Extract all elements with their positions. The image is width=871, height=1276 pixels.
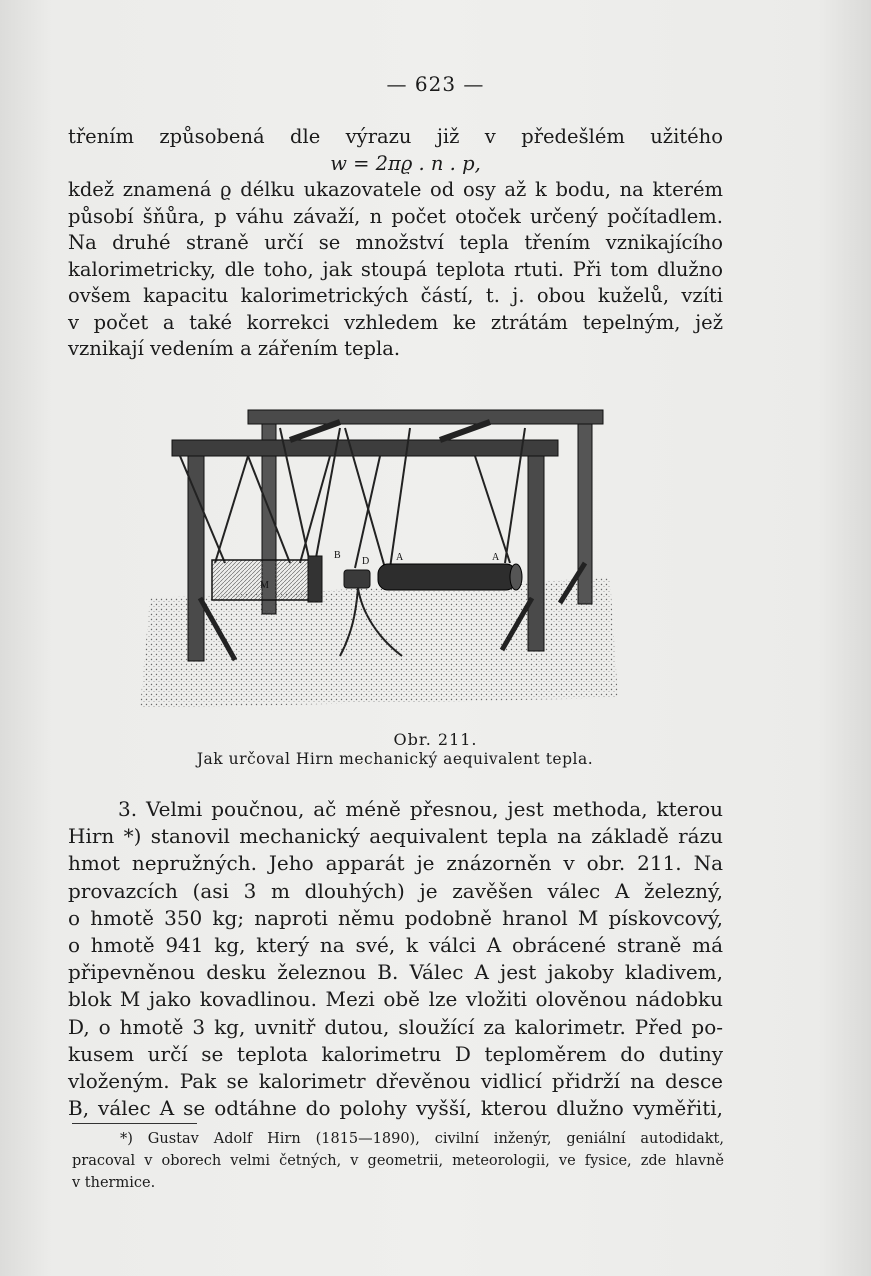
text-line: vloženým. Pak se kalorimetr dřevěnou vidlicí přidrží na desce — [68, 1069, 723, 1094]
figure-caption: Jak určoval Hirn mechanický aequivalent tepla. — [196, 750, 594, 768]
text-line: kalorimetricky, dle toho, jak stoupá teplota rtuti. Při tom dlužno — [68, 257, 723, 281]
footnote-line: pracoval v oborech velmi četných, v geometrii, meteorologii, ve fysice, zde hlavně — [72, 1153, 724, 1169]
iron-plate — [308, 556, 322, 602]
label-m: M — [260, 580, 269, 591]
formula: w = 2πϱ . n . p, — [330, 151, 481, 175]
text-line: ovšem kapacitu kalorimetrických částí, t. j. obou kuželů, vzíti — [68, 284, 723, 307]
text-line: připevněnou desku železnou B. Válec A jest jakoby kladivem, — [68, 960, 723, 985]
label-a: A — [492, 552, 500, 563]
paragraph-hirn-method — [68, 796, 723, 1122]
label-d: D — [362, 556, 370, 567]
text-line: o hmotě 350 kg; naproti němu podobně hranol M pískovcový, — [68, 905, 723, 930]
text-line: působí šňůra, p váhu závaží, n počet otoček určený počítadlem. — [68, 204, 723, 228]
text-line: B, válec A se odtáhne do polohy vyšší, kterou dlužno vyměřiti, — [68, 1096, 723, 1121]
footnote-line: v thermice. — [72, 1175, 156, 1191]
footnote — [72, 1128, 724, 1194]
front-beam — [172, 440, 558, 456]
footnote-line: *) Gustav Adolf Hirn (1815—1890), civilní inženýr, geniální autodidakt, — [120, 1131, 724, 1147]
text-line: hmot nepružných. Jeho apparát je znázorněn v obr. 211. Na — [68, 851, 723, 876]
calorimeter — [344, 570, 370, 588]
label-b: B — [334, 550, 341, 561]
text-line: blok M jako kovadlinou. Mezi obě lze vložiti olověnou nádobku — [68, 987, 723, 1012]
text-line: o hmotě 941 kg, který na své, k válci A obrácené straně má — [68, 933, 723, 958]
text-line: vznikají vedením a zářením tepla. — [68, 337, 401, 360]
label-a: A — [396, 552, 404, 563]
text-line: kdež znamená ϱ délku ukazovatele od osy až k bodu, na kterém — [68, 178, 723, 201]
footnote-separator — [72, 1123, 197, 1124]
paragraph-friction — [68, 124, 723, 363]
text-line: provazcích (asi 3 m dlouhých) je zavěšen válec A železný, — [68, 878, 723, 903]
figure-hirn-apparatus — [140, 398, 620, 716]
text-line: v počet a také korrekci vzhledem ke ztrátám tepelným, jež — [68, 310, 723, 334]
text-line: kusem určí se teplota kalorimetru D teploměrem do dutiny — [68, 1041, 723, 1066]
text-line: Na druhé straně určí se množství tepla třením vznikajícího — [68, 231, 723, 254]
text-line: 3. Velmi poučnou, ač méně přesnou, jest methoda, kterou — [118, 797, 723, 821]
text-line: D, o hmotě 3 kg, uvnitř dutou, sloužící za kalorimetr. Před po- — [68, 1014, 723, 1039]
iron-cylinder — [378, 564, 516, 590]
text-line: třením způsobená dle výrazu již v předešlém užitého — [68, 125, 723, 148]
back-beam — [248, 410, 603, 424]
figure-number: Obr. 211. — [393, 730, 478, 749]
page-number: — 623 — — [386, 72, 485, 96]
text-line: Hirn *) stanovil mechanický aequivalent tepla na základě rázu — [68, 824, 723, 849]
